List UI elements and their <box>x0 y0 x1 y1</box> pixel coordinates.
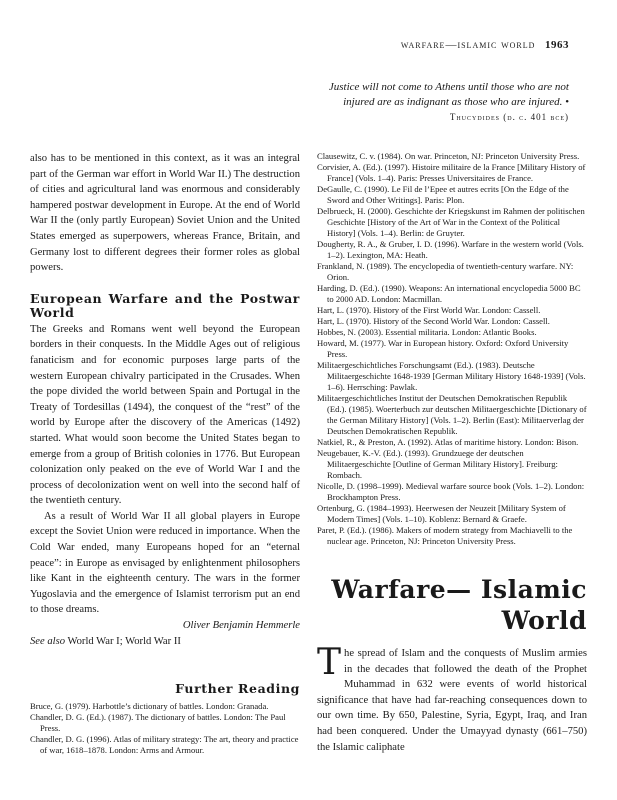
reference-item: Delbrueck, H. (2000). Geschichte der Kriegskunst im Rahmen der politischen Geschichte [History of the Art of War in the Context of the Political History] (Vols. 1–4). Berlin: de Gruyter. <box>317 206 585 238</box>
reference-item: Harding, D. (Ed.). (1990). Weapons: An international encyclopedia 5000 BC to 2000 AD. London: Macmillan. <box>317 283 581 304</box>
reference-item: Bruce, G. (1979). Harbottle’s dictionary of battles. London: Granada. <box>30 700 269 711</box>
article-author: Oliver Benjamin Hemmerle <box>182 620 300 632</box>
intro-text: he spread of Islam and the conquests of Muslim armies in the decades that followed the death of the Prophet Muhammad in 632 were events of world historical significance that have had far-reaching consequences down to our own time. By 650, Palestine, Syria, Egypt, Iraq, and Iran had been conquered. Under the Umayyad dynasty (661–750) the Islamic caliphate <box>317 648 587 753</box>
reference-item: Chandler, D. G. (Ed.). (1987). The dictionary of battles. London: The Paul Press. <box>30 711 286 733</box>
reference-item: Militaergeschichtliches Institut der Deutschen Demokratischen Republik (Ed.). (1985). Woerterbuch zur deutschen Militaergeschichte [Dictionary of the German Military History] (Vols. 1–2). Berlin (East): Militaerverlag der Deutschen Demokratischen Republik. <box>317 393 587 436</box>
epigraph-bullet: • <box>565 96 569 108</box>
reference-item: Corvisier, A. (Ed.). (1997). Histoire militaire de la France [Military History of France] (Vols. 1–4). Paris: Presses Universitaires de France. <box>317 162 586 183</box>
article-title: Warfare— Islamic World <box>331 575 587 635</box>
reference-item: Natkiel, R., & Preston, A. (1992). Atlas of maritime history. London: Bison. <box>317 437 579 447</box>
reference-item: Hart, L. (1970). History of the Second World War. London: Cassell. <box>317 316 550 326</box>
paragraph: As a result of World War II all global players in Europe except the Soviet Union were reduced in importance. When the Cold War ended, many Europeans hoped for an “eternal peace”: in Europe as envisaged by enlightenment philosophers like Kant in the eighteenth century. The wars in the former Yugoslavia and the emergence of Islamist terrorism put an end to those dreams. <box>30 510 300 616</box>
reference-item: Hobbes, N. (2003). Essential militaria. London: Atlantic Books. <box>317 327 537 337</box>
reference-item: Dougherty, R. A., & Gruber, I. D. (1996). Warfare in the western world (Vols. 1–2). Lexington, MA: Heath. <box>317 239 584 260</box>
reference-item: Nicolle, D. (1998–1999). Medieval warfare source book (Vols. 1–2). London: Brockhampton Press. <box>317 481 585 502</box>
see-also-label: See also <box>30 635 66 647</box>
paragraph: The Greeks and Romans went well beyond the European borders in their conquests. In the Middle Ages out of religious fanaticism and for economic purposes large parts of the western European chivalry participated in the Crusades. When the pope divided the world between Spain and Portugal in the Treaty of Tordesillas (1494), the conquest of the “rest” of the world by Europe after the discovery of the Americas (1492) started. What would soon become the United States began to emerge from a group of British colonies in 1776. But European colonization only peaked on the eve of World War I and the process of decolonization went on well into the second half of the twentieth century. <box>30 323 300 507</box>
running-head <box>401 39 569 51</box>
running-head-title: warfare—islamic world <box>400 39 536 51</box>
further-reading-heading: Further Reading <box>175 681 300 697</box>
see-also <box>30 634 300 650</box>
reference-item: Hart, L. (1970). History of the First World War. London: Cassell. <box>317 305 541 315</box>
epigraph-quote: Justice will not come to Athens until those who are not injured are as indignant as those who are injured. <box>328 81 569 108</box>
reference-list <box>30 701 300 756</box>
section-heading: European Warfare and the Postwar World <box>30 290 300 320</box>
drop-cap: T <box>317 642 342 683</box>
see-also-links: World War I; World War II <box>67 635 181 647</box>
reference-item: Ortenburg, G. (1984–1993). Heerwesen der Neuzeit [Military System of Modern Times] (Vols. 1–10). Koblenz: Bernard & Graefe. <box>317 503 566 524</box>
epigraph-attribution: Thucydides (d. c. 401 bce) <box>449 112 569 122</box>
left-column <box>30 151 300 756</box>
reference-item: Neugebauer, K.-V. (Ed.). (1993). Grundzuege der deutschen Militaergeschichte [Outline of German Military History]. Freiburg: Rombach. <box>317 448 558 480</box>
reference-item: Clausewitz, C. v. (1984). On war. Princeton, NJ: Princeton University Press. <box>317 151 580 161</box>
reference-item: Chandler, D. G. (1996). Atlas of military strategy: The art, theory and practice of war, 1618–1878. London: Arms and Armour. <box>30 733 299 755</box>
epigraph <box>309 80 569 125</box>
paragraph-continuation: also has to be mentioned in this context, as it was an integral part of the German war effort in World War II.) The destruction of cities and agricultural land was enormous and considerably hampered postwar development in Europe. At the end of World War II the (only partly European) Soviet Union and the United States emerged as superpowers, whereas France, Britain, and Germany lost to different degrees their former roles as global powers. <box>30 153 300 274</box>
reference-item: Paret, P. (Ed.). (1986). Makers of modern strategy from Machiavelli to the nuclear age. Princeton, NJ: Princeton University Press. <box>317 525 573 546</box>
reference-list <box>317 151 587 547</box>
page-number: 1963 <box>545 39 569 51</box>
reference-item: Militaergeschichtliches Forschungsamt (Ed.). (1983). Deutsche Militaergeschichte 1648-1939 [German Military History 1648-1939] (Vols. 1–6). Herrsching: Pawlak. <box>317 360 586 392</box>
article-intro <box>317 642 587 755</box>
reference-item: Frankland, N. (1989). The encyclopedia of twentieth-century warfare. NY: Orion. <box>317 261 574 282</box>
right-column <box>317 151 587 547</box>
reference-item: DeGaulle, C. (1990). Le Fil de l’Epee et autres ecrits [On the Edge of the Sword and Other Writings]. Paris: Plon. <box>317 184 569 205</box>
reference-item: Howard, M. (1977). War in European history. Oxford: Oxford University Press. <box>317 338 569 359</box>
